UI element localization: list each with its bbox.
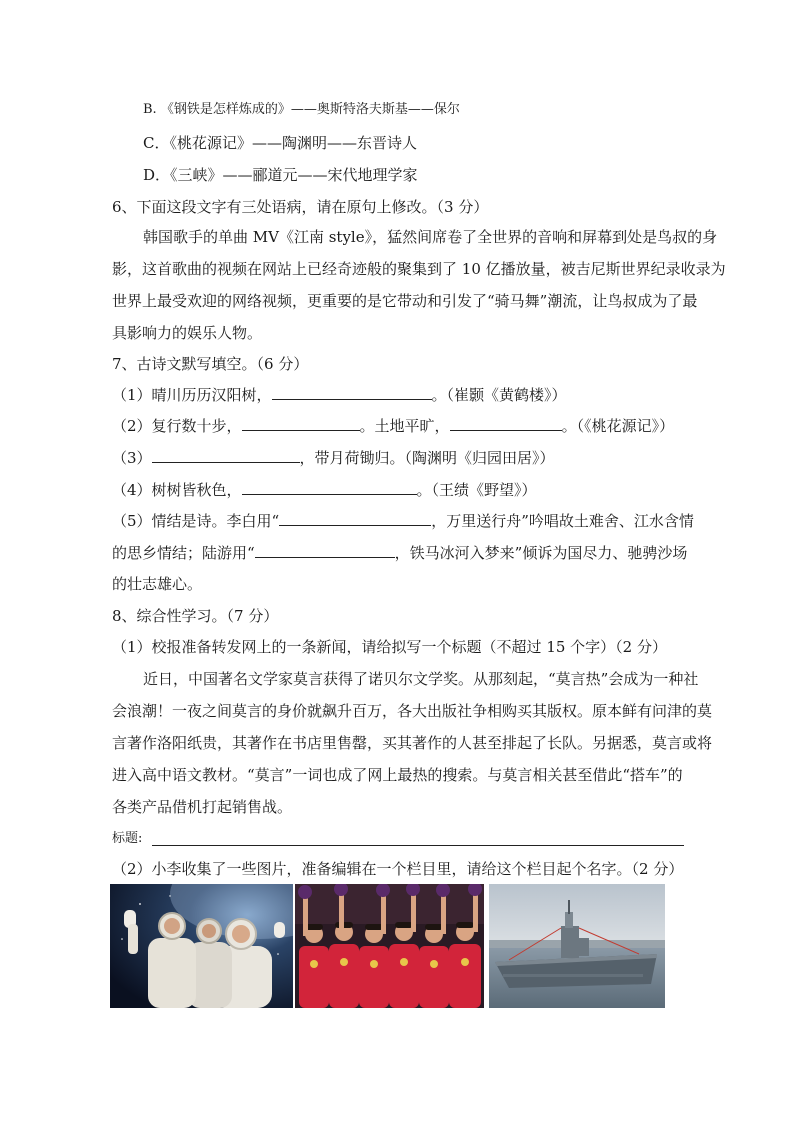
aircraft-carrier-photo	[489, 884, 665, 1008]
option-d: D．《三峡》——郦道元——宋代地理学家	[143, 166, 418, 184]
q8-subquestion-2: （2）小李收集了一些图片，准备编辑在一个栏目里，请给这个栏目起个名字。（2 分）	[112, 860, 684, 878]
q7-item-5-prefix: （5）情结是诗。李白用“	[112, 512, 280, 530]
q7-item-4	[112, 480, 537, 500]
q8-passage-line: 言著作洛阳纸贵，其著作在书店里售罄，买其著作的人甚至排起了长队。另据悉，莫言或将	[112, 734, 713, 752]
q7-item-2-prefix: （2）复行数十步，	[112, 417, 242, 435]
q7-item-1-prefix: （1）晴川历历汉阳树，	[112, 386, 272, 404]
q8-passage-line: 会浪潮！一夜之间莫言的身价就飙升百万，各大出版社争相购买其版权。原本鲜有问津的莫	[112, 702, 713, 720]
q7-item-2-suffix: 。（《桃花源记》）	[561, 417, 675, 435]
q7-item-5-line-3: 的壮志雄心。	[112, 575, 203, 593]
option-b: B. 《钢铁是怎样炼成的》——奥斯特洛夫斯基——保尔	[143, 102, 460, 117]
q8-passage-line: 近日，中国著名文学家莫言获得了诺贝尔文学奖。从那刻起，“莫言热”会成为一种社	[143, 670, 699, 688]
astronauts-photo	[110, 884, 293, 1008]
q7-item-2-middle: 。土地平旷，	[359, 417, 450, 435]
q7-item-2	[112, 416, 674, 436]
answer-blank[interactable]	[242, 416, 360, 431]
q6-paragraph-line: 影，这首歌曲的视频在网站上已经奇迹般的聚集到了 10 亿播放量，被吉尼斯世界纪录收录为	[112, 260, 726, 278]
q8-passage-line: 各类产品借机打起销售战。	[112, 798, 293, 816]
title-label: 标题:	[112, 831, 143, 846]
q8-subquestion-1: （1）校报准备转发网上的一条新闻，请给拟写一个标题（不超过 15 个字）（2 分）	[112, 638, 667, 656]
q7-item-1	[112, 385, 567, 405]
q7-item-3	[112, 448, 555, 468]
q7-item-3-prefix: （3）	[112, 449, 152, 467]
gymnastics-team-photo	[295, 884, 484, 1008]
question-8-heading: 8、综合性学习。（7 分）	[112, 607, 279, 625]
q7-item-5-line2-prefix: 的思乡情结；陆游用“	[112, 544, 255, 562]
answer-blank[interactable]	[272, 385, 432, 400]
q6-paragraph-line: 具影响力的娱乐人物。	[112, 324, 263, 342]
q7-item-1-suffix: 。（崔颢《黄鹤楼》）	[431, 386, 567, 404]
q6-paragraph-line: 世界上最受欢迎的网络视频，更重要的是它带动和引发了“骑马舞”潮流，让鸟叔成为了最	[112, 292, 698, 310]
q7-item-5	[112, 511, 694, 531]
q7-item-3-suffix: ，带月荷锄归。（陶渊明《归园田居》）	[299, 449, 555, 467]
q6-paragraph-line: 韩国歌手的单曲 MV《江南 style》，猛然间席卷了全世界的音响和屏幕到处是鸟叔的身	[143, 228, 718, 246]
answer-blank[interactable]	[279, 511, 431, 526]
question-7-heading: 7、古诗文默写填空。（6 分）	[112, 355, 309, 373]
q7-item-4-suffix: 。（王绩《野望》）	[416, 481, 537, 499]
q8-passage-line: 进入高中语文教材。“莫言”一词也成了网上最热的搜索。与莫言相关甚至借此“搭车”的	[112, 766, 683, 784]
option-c: C．《桃花源记》——陶渊明——东晋诗人	[143, 134, 417, 152]
answer-blank[interactable]	[450, 416, 562, 431]
answer-blank[interactable]	[242, 480, 417, 495]
q7-item-5-line-2	[112, 543, 687, 563]
answer-blank[interactable]	[152, 448, 300, 463]
question-6-heading: 6、下面这段文字有三处语病，请在原句上修改。（3 分）	[112, 198, 489, 216]
q7-item-5-line2-suffix: ，铁马冰河入梦来”倾诉为国尽力、驰骋沙场	[394, 544, 688, 562]
answer-blank[interactable]	[255, 543, 395, 558]
q7-item-4-prefix: （4）树树皆秋色，	[112, 481, 242, 499]
q7-item-5-middle: ，万里送行舟”吟唱故土难舍、江水含情	[431, 512, 694, 530]
title-answer-line[interactable]	[152, 845, 684, 846]
